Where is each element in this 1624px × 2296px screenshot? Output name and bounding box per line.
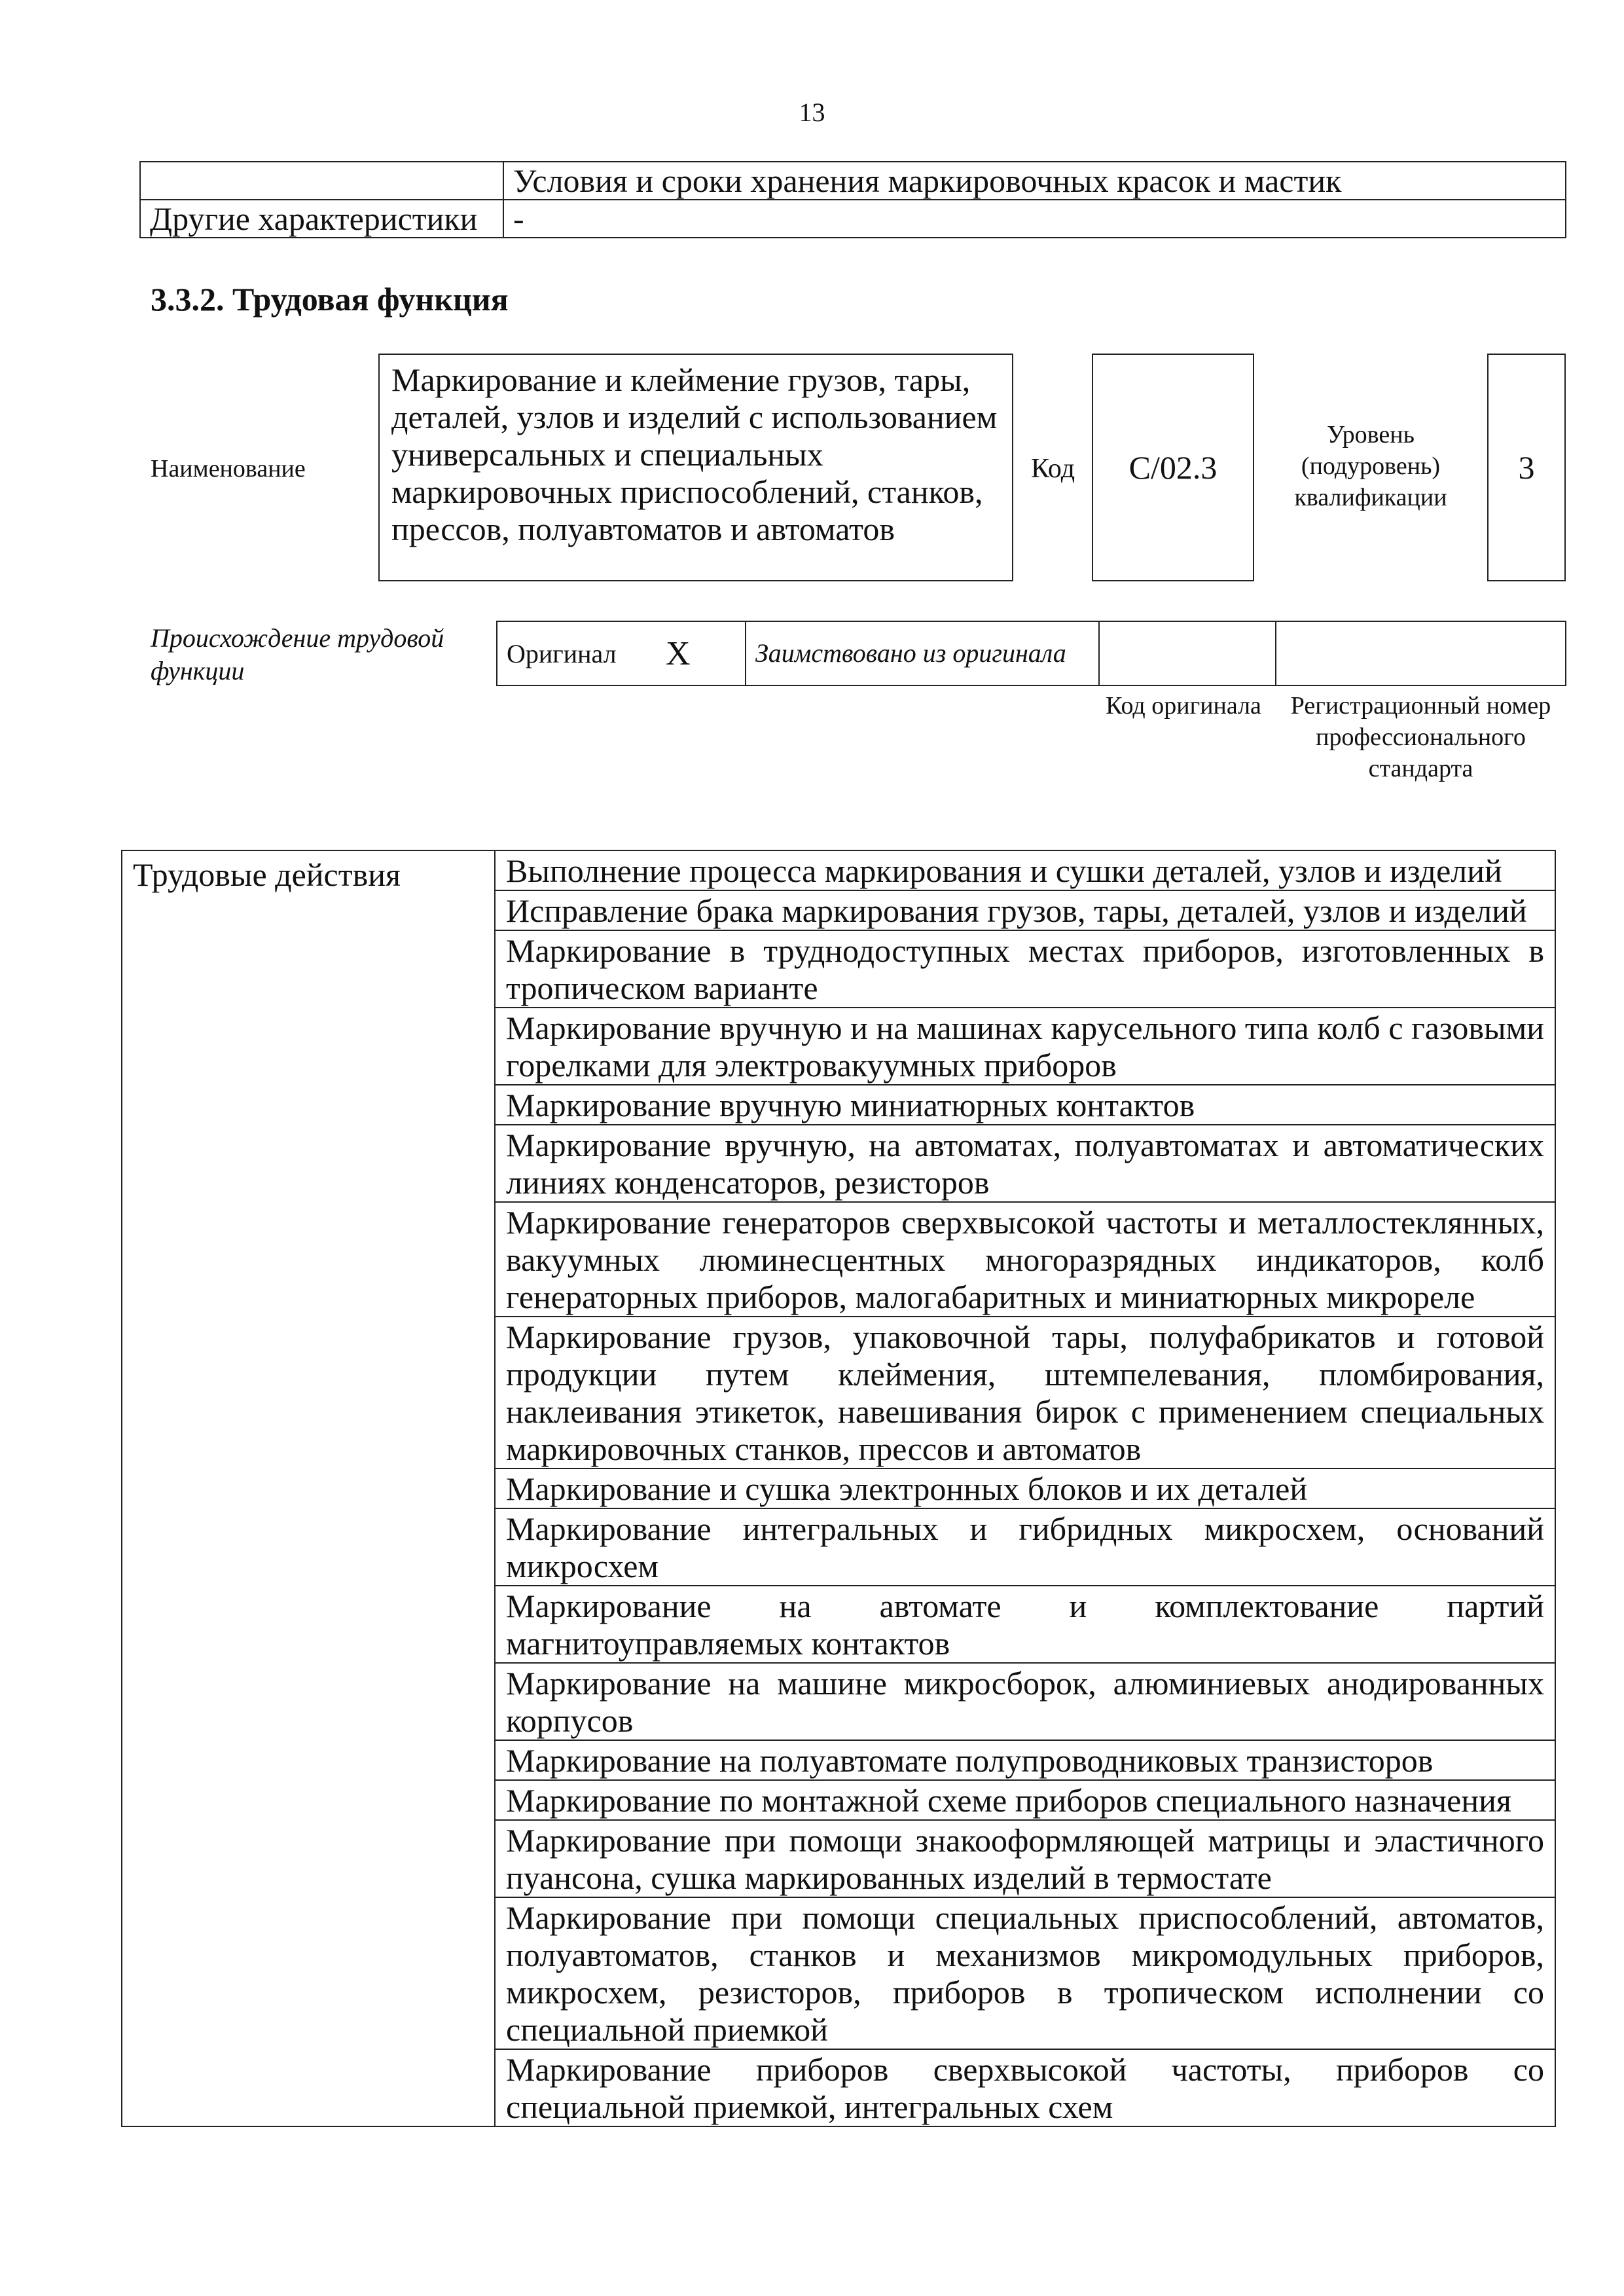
labor-action-item: Маркирование вручную, на автоматах, полуавтоматах и автоматических линиях конденсаторов, резисторов xyxy=(495,1125,1555,1202)
origin-label: Происхождение трудовой функции xyxy=(151,623,444,685)
table-row xyxy=(122,850,1555,890)
code-box xyxy=(1092,354,1254,581)
labor-action-item: Маркирование генераторов сверхвысокой частоты и металлостеклянных, вакуумных люминесцентных многоразрядных индикаторов, колб генераторных приборов, малогабаритных и миниатюрных микрореле xyxy=(495,1202,1555,1317)
storage-conditions-cell: Условия и сроки хранения маркировочных красок и мастик xyxy=(503,162,1566,200)
labor-action-item: Маркирование в труднодоступных местах приборов, изготовленных в тропическом варианте xyxy=(495,930,1555,1008)
labor-action-item: Маркирование вручную миниатюрных контактов xyxy=(495,1085,1555,1125)
code-value: С/02.3 xyxy=(1128,449,1218,486)
labor-action-item: Маркирование на машине микросборок, алюминиевых анодированных корпусов xyxy=(495,1663,1555,1740)
origin-table xyxy=(496,621,1566,686)
other-characteristics-value: - xyxy=(503,200,1566,238)
original-label: Оригинал xyxy=(497,621,657,685)
section-title: 3.3.2. Трудовая функция xyxy=(151,281,509,318)
registration-number-cell xyxy=(1276,621,1566,685)
table-row xyxy=(497,621,1566,685)
original-mark: X xyxy=(657,621,746,685)
level-box xyxy=(1487,354,1566,581)
other-characteristics-label: Другие характеристики xyxy=(140,200,503,238)
function-name-box: Маркирование и клеймение грузов, тары, деталей, узлов и изделий с использованием универсальных и специальных маркировочных приспособлений, станков, прессов, полуавтоматов и автоматов xyxy=(378,354,1013,581)
labor-action-item: Маркирование при помощи специальных приспособлений, автоматов, полуавтоматов, станков и механизмов микромодульных приборов, микросхем, резисторов, приборов в тропическом исполнении со специальной приемкой xyxy=(495,1897,1555,2049)
labor-action-item: Маркирование на полуавтомате полупроводниковых транзисторов xyxy=(495,1740,1555,1780)
labor-action-item: Маркирование вручную и на машинах карусельного типа колб с газовыми горелками для электровакуумных приборов xyxy=(495,1008,1555,1085)
registration-number-caption: Регистрационный номер профессионального стандарта xyxy=(1290,692,1551,782)
characteristics-table xyxy=(139,161,1566,238)
labor-action-item: Исправление брака маркирования грузов, тары, деталей, узлов и изделий xyxy=(495,890,1555,930)
table-cell-empty xyxy=(140,162,503,200)
labor-actions-table xyxy=(121,850,1556,2127)
labor-actions-label: Трудовые действия xyxy=(122,850,495,2126)
original-code-caption: Код оригинала xyxy=(1106,692,1261,720)
level-value: 3 xyxy=(1518,449,1535,486)
labor-action-item: Маркирование приборов сверхвысокой частоты, приборов со специальной приемкой, интегральных схем xyxy=(495,2049,1555,2126)
labor-action-item: Маркирование интегральных и гибридных микросхем, оснований микросхем xyxy=(495,1508,1555,1586)
labor-action-item: Маркирование и сушка электронных блоков и их деталей xyxy=(495,1468,1555,1508)
table-row xyxy=(140,200,1566,238)
name-label: Наименование xyxy=(151,455,306,483)
code-label: Код xyxy=(1031,454,1075,484)
page-number: 13 xyxy=(799,98,825,127)
level-label: Уровень (подуровень) квалификации xyxy=(1294,421,1447,511)
labor-action-item: Выполнение процесса маркирования и сушки деталей, узлов и изделий xyxy=(495,850,1555,890)
original-code-cell xyxy=(1099,621,1276,685)
labor-action-item: Маркирование на автомате и комплектование партий магнитоуправляемых контактов xyxy=(495,1586,1555,1663)
table-row xyxy=(140,162,1566,200)
borrowed-label: Заимствовано из оригинала xyxy=(746,621,1099,685)
labor-action-item: Маркирование по монтажной схеме приборов специального назначения xyxy=(495,1780,1555,1820)
labor-action-item: Маркирование грузов, упаковочной тары, полуфабрикатов и готовой продукции путем клеймения, штемпелевания, пломбирования, наклеивания этикеток, навешивания бирок с применением специальных маркировочных станков, прессов и автоматов xyxy=(495,1317,1555,1468)
labor-action-item: Маркирование при помощи знакооформляющей матрицы и эластичного пуансона, сушка маркированных изделий в термостате xyxy=(495,1820,1555,1897)
